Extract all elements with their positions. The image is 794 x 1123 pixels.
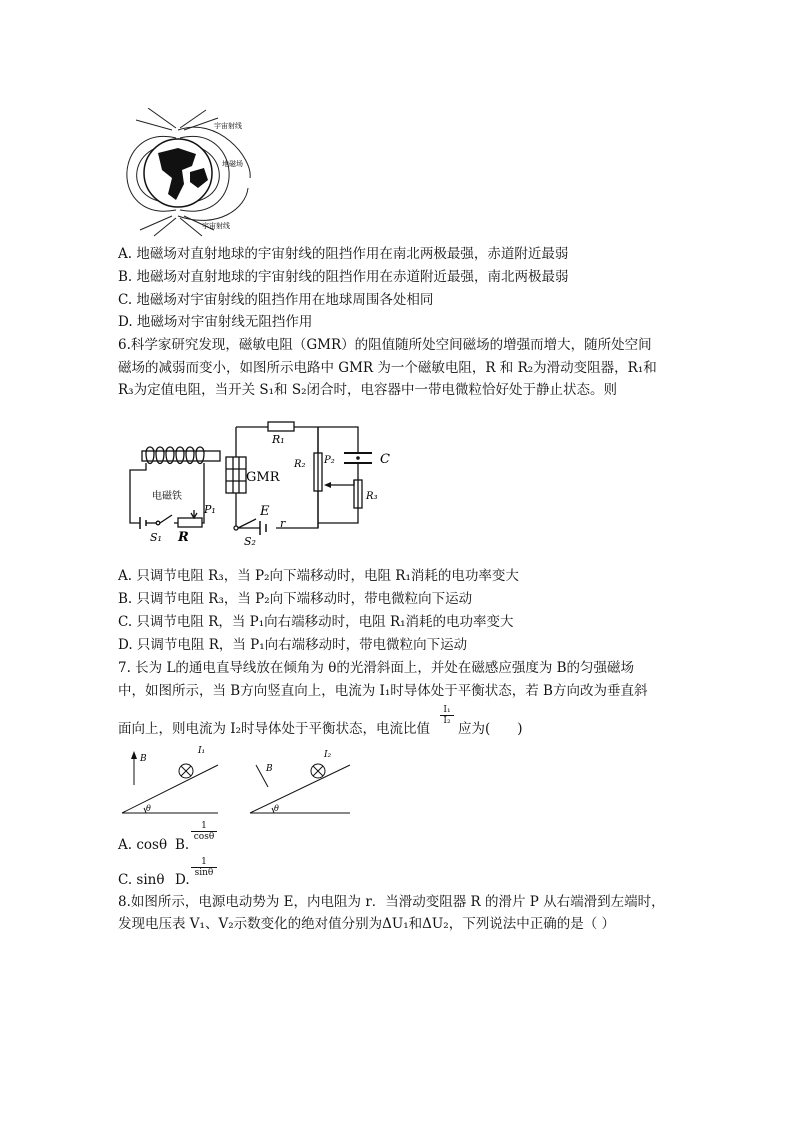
q7-option-b-num: 1 — [201, 821, 207, 831]
q6-option-a: A. 只调节电阻 R₃，当 P₂向下端移动时，电阻 R₁消耗的电功率变大 — [118, 568, 519, 584]
label-gmr: GMR — [246, 470, 280, 485]
label-i1: I₁ — [198, 746, 206, 756]
q5-option-a: A. 地磁场对直射地球的宇宙射线的阻挡作用在南北两极最强，赤道附近最弱 — [118, 246, 569, 262]
label-theta-1: θ — [146, 804, 151, 813]
q7-stem-line-4: 应为( ) — [458, 721, 523, 737]
q6-option-c: C. 只调节电阻 R，当 P₁向右端移动时，电阻 R₁消耗的电功率变大 — [118, 614, 514, 630]
label-r: r — [280, 517, 286, 530]
q5-option-c: C. 地磁场对宇宙射线的阻挡作用在地球周围各处相同 — [118, 292, 434, 308]
label-cosmic-ray-top: 宇宙射线 — [214, 122, 242, 130]
label-p1: P₁ — [204, 503, 216, 516]
q7-ratio-den: I₂ — [440, 715, 454, 726]
label-s2: S₂ — [244, 535, 256, 548]
q6-option-b: B. 只调节电阻 R₃，当 P₂向下端移动时，带电微粒向下运动 — [118, 591, 473, 607]
label-r2: R₂ — [294, 459, 306, 470]
q6-stem-line-2: 磁场的减弱而变小，如图所示电路中 GMR 为一个磁敏电阻，R 和 R₂为滑动变阻器，R₁和 — [118, 360, 657, 376]
label-electromagnet: 电磁铁 — [152, 491, 182, 502]
label-theta-2: θ — [274, 804, 279, 813]
q7-option-d-fraction — [191, 857, 217, 878]
label-e: E — [260, 504, 270, 519]
label-cosmic-ray-bottom: 宇宙射线 — [202, 222, 230, 230]
incline-figure-b-vertical — [118, 745, 228, 817]
q7-ratio-fraction — [440, 705, 454, 726]
label-i2: I₂ — [324, 750, 332, 760]
q7-option-b-den: cosθ — [191, 831, 217, 842]
q6-option-d: D. 只调节电阻 R，当 P₁向右端移动时，带电微粒向下运动 — [118, 637, 468, 653]
q7-stem-line-3: 面向上，则电流为 I₂时导体处于平衡状态，电流比值 — [118, 721, 431, 737]
label-s1: S₁ — [150, 531, 162, 544]
label-r3: R₃ — [366, 491, 378, 502]
q7-option-b-label: B. — [175, 837, 190, 853]
q8-stem-line-1: 8.如图所示，电源电动势为 E，内电阻为 r．当滑动变阻器 R 的滑片 P 从右端滑到左端时， — [118, 894, 665, 910]
label-b-1: B — [140, 754, 147, 764]
q7-option-d-num: 1 — [201, 857, 207, 867]
q7-option-d-label: D. — [175, 872, 190, 888]
q7-stem-line-2: 中，如图所示，当 B方向竖直向上，电流为 I₁时导体处于平衡状态，若 B方向改为垂直斜 — [118, 683, 648, 699]
label-geomagnetic: 地磁场 — [222, 160, 243, 168]
earth-magnetic-field-figure — [118, 108, 258, 238]
label-b-2: B — [266, 764, 273, 774]
q5-option-d: D. 地磁场对宇宙射线无阻挡作用 — [118, 314, 313, 330]
label-rheostat-r: R — [178, 530, 189, 545]
q7-ratio-num: I₁ — [443, 705, 451, 715]
q8-stem-line-2: 发现电压表 V₁、V₂示数变化的绝对值分别为ΔU₁和ΔU₂，下列说法中正确的是（ ） — [118, 916, 615, 932]
q7-option-b-fraction — [191, 821, 217, 842]
q5-option-b: B. 地磁场对直射地球的宇宙射线的阻挡作用在赤道附近最强，南北两极最弱 — [118, 269, 569, 285]
incline-figure-b-perpendicular — [246, 745, 356, 817]
label-p2: P₂ — [324, 455, 335, 466]
q7-option-a: A. cosθ — [118, 837, 168, 853]
q7-stem-line-1: 7. 长为 L的通电直导线放在倾角为 θ的光滑斜面上，并处在磁感应强度为 B的匀强磁场 — [118, 660, 635, 676]
q6-stem-line-1: 6.科学家研究发现，磁敏电阻（GMR）的阻值随所处空间磁场的增强而增大，随所处空间 — [118, 337, 652, 353]
label-c: C — [380, 452, 390, 467]
q7-option-d-den: sinθ — [191, 867, 217, 878]
q7-option-c: C. sinθ — [118, 872, 165, 888]
q6-stem-line-3: R₃为定值电阻，当开关 S₁和 S₂闭合时，电容器中一带电微粒恰好处于静止状态。则 — [118, 382, 617, 398]
label-r1: R₁ — [272, 433, 285, 446]
gmr-circuit-figure — [118, 415, 408, 555]
